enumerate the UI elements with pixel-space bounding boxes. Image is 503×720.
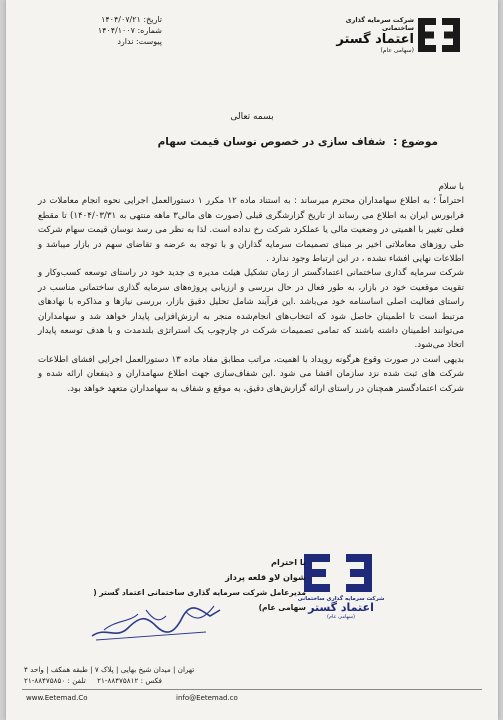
- date-row: [42, 14, 162, 25]
- letter-meta: [42, 14, 162, 47]
- subject-text: شفاف سازی در خصوص نوسان قیمت سهام: [157, 136, 386, 148]
- bismillah: بسمه تعالی: [230, 112, 274, 122]
- letter-body: [38, 180, 464, 396]
- company-stamp: [296, 548, 386, 628]
- subject-line: [158, 136, 438, 148]
- logo-company-line1: شرکت سرمایه گذاری ساختمانی: [345, 16, 414, 32]
- greeting: با سلام: [438, 182, 464, 192]
- attachment-row: [42, 36, 162, 47]
- footer-contact: [24, 664, 344, 686]
- logo-company-type: (سهامی عام): [380, 47, 414, 54]
- attachment-label: پیوست:: [135, 37, 162, 46]
- number-value: ۱۴۰۴/۱۰۰۷: [97, 26, 135, 35]
- signer-name: شوان لاو قلعه پرداز: [225, 572, 306, 582]
- company-logo: [322, 12, 460, 56]
- paragraph-2: شرکت سرمایه گذاری ساختمانی اعتمادگستر از زمان تشکیل هیئت مدیره ی جدید خود در راستای توسعه کسب‌وکار و تقویت موقعیت خود در بازار، به طور فعال در حال بررسی و ارزیابی پروژه‌های سرمایه گذاری ساختمانی مناسب در راستای فعالیت اصلی اساسنامه خود می‌باشد .این فرآیند شامل تحلیل دقیق بازار، بررسی نیازها و مذاکره با نهادهای مرتبط است تا اطمینان حاصل شود که انتخاب‌های انجام‌شده منجر به ارزش‌افزایی پایدار خواهد شد و سهامداران می‌توانند اطمینان داشته باشند که تمامی تصمیمات شرکت در چارچوب یک استراتژی بلندمدت و با هدف توسعه پایدار اتخاذ می‌شود.: [38, 268, 464, 351]
- attachment-value: ندارد: [117, 37, 134, 46]
- handwritten-signature: [86, 596, 226, 646]
- subject-label: موضوع :: [393, 136, 438, 148]
- closing: با احترام: [271, 557, 306, 567]
- signer-title: مدیرعامل شرکت سرمایه گذاری ساختمانی اعتماد گستر ( سهامی عام): [93, 588, 306, 612]
- footer-phone: تلفن : ۸۸۴۷۵۸۵۰-۲۱: [24, 676, 86, 685]
- date-label: تاریخ:: [143, 15, 162, 24]
- number-label: شماره:: [137, 26, 162, 35]
- footer-divider: [22, 689, 482, 690]
- stamp-line1: شرکت سرمایه گذاری ساختمانی: [297, 596, 385, 602]
- letter-page: [6, 0, 498, 720]
- footer-phone-fax: [24, 675, 344, 686]
- paragraph-1: احتراماً ؛ به اطلاع سهامداران محترم میرساند : به استناد ماده ۱۲ مکرر ۱ دستورالعمل اجرایی نحوه انجام معاملات در فرابورس ایران به اطلاع می رساند از تاریخ گزارشگری قبلی (صورت های مالی۳ ماهه منتهی به ۱۴۰۴/۰۳/۳۱) تا مقطع فعلی تغییر با اهمیتی در وضعیت مالی یا عملکرد شرکت رخ نداده است. لذا به نظر می رسد نوسان قیمت سهام شرکت طی روزهای معاملاتی اخیر بر مبنای تصمیمات سرمایه گذاران و با توجه به عرضه و تقاضای سهم در بازار میباشد و اطلاعات نهایی افشاء نشده ، در این ارتباط وجود ندارد .: [38, 196, 465, 265]
- stamp-line3: (سهامی عام): [327, 614, 355, 620]
- stamp-logo-icon: [296, 548, 386, 596]
- date-value: ۱۴۰۴/۰۷/۲۱: [101, 15, 141, 24]
- stamp-text: [296, 596, 386, 620]
- footer-website[interactable]: www.Eetemad.Co: [26, 694, 88, 702]
- footer-fax: فکس : ۸۸۴۷۵۸۱۲-۲۱: [97, 676, 162, 685]
- number-row: [42, 25, 162, 36]
- footer-address: تهران | میدان شیخ بهایی | پلاک ۷ | طبقه همکف | واحد ۴: [24, 665, 195, 674]
- logo-mark-icon: [418, 18, 460, 52]
- logo-company-name: اعتماد گستر: [336, 32, 414, 47]
- paragraph-3: بدیهی است در صورت وقوع هرگونه رویداد با اهمیت، مراتب مطابق مفاد ماده ۱۳ دستورالعمل اجرایی افشای اطلاعات شرکت های ثبت شده نزد سازمان افشا می شود .این شفاف‌سازی جهت اطلاع سهامداران و ذینفعان ارائه شده و شرکت اعتمادگستر همچنان در راستای ارائه گزارش‌های دقیق، به موقع و شفاف به سهامداران متعهد خواهد بود.: [38, 354, 464, 394]
- logo-text: [320, 16, 414, 54]
- footer-email[interactable]: info@Eetemad.co: [176, 694, 238, 702]
- stamp-line2: اعتماد گستر: [308, 601, 374, 614]
- footer-links: [26, 694, 478, 708]
